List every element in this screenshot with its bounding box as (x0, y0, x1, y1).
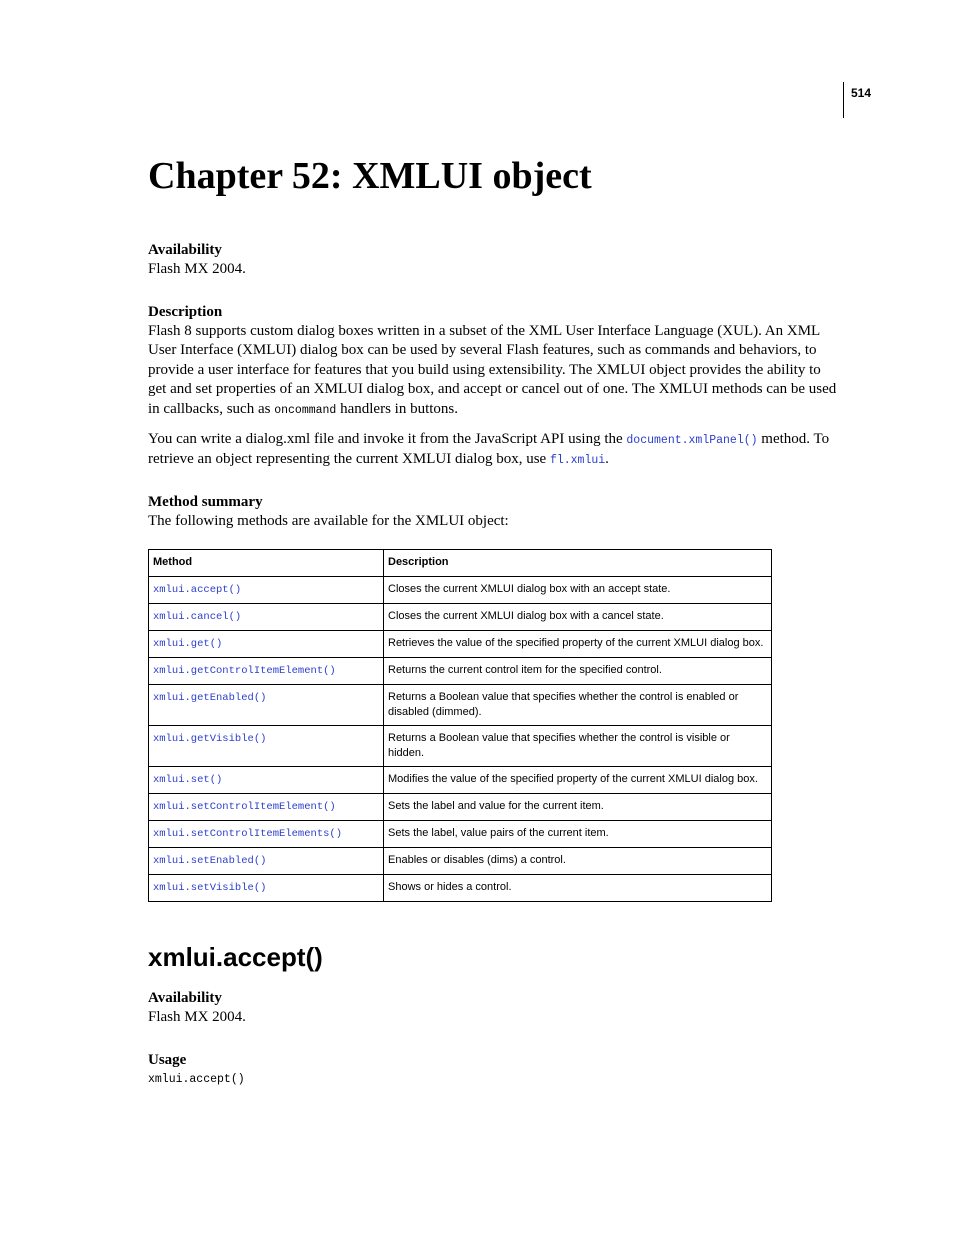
description-p1-text: Flash 8 supports custom dialog boxes written in a subset of the XML User Interface Language (XUL). An XML User Interface (XMLUI) dialog box can be used by several Flash features, such as commands and behaviors, to provide a user interface for features that you build using extensibility. The XMLUI object provides the ability to get and set properties of an XMLUI dialog box, and accept or cancel out of one. The XMLUI methods can be used in callbacks, such as (148, 322, 837, 417)
table-row (149, 685, 772, 726)
description-cell: Shows or hides a control. (384, 875, 772, 902)
method-cell (149, 604, 384, 631)
method-summary-table (148, 549, 772, 902)
method-cell (149, 658, 384, 685)
fl-xmlui-link[interactable]: fl.xmlui (549, 454, 606, 468)
description-cell: Modifies the value of the specified property of the current XMLUI dialog box. (384, 767, 772, 794)
table-row (149, 821, 772, 848)
description-p2-text-end: . (605, 451, 609, 468)
document-xmlpanel-link[interactable]: document.xmlPanel() (626, 433, 758, 447)
table-row (149, 604, 772, 631)
description-paragraph-1 (148, 322, 838, 421)
accept-availability-heading: Availability (148, 990, 222, 1007)
table-row (149, 658, 772, 685)
table-row (149, 726, 772, 767)
description-cell: Closes the current XMLUI dialog box with an accept state. (384, 577, 772, 604)
accept-section-title: xmlui.accept() (148, 942, 323, 973)
description-cell: Returns a Boolean value that specifies whether the control is enabled or disabled (dimmed). (384, 685, 772, 726)
table-row (149, 631, 772, 658)
page-number: 514 (851, 86, 872, 100)
availability-text: Flash MX 2004. (148, 261, 246, 277)
description-p2-text-middle: method. To retrieve an object representing the current XMLUI dialog box, use (148, 430, 830, 468)
method-link[interactable]: xmlui.getEnabled() (153, 692, 267, 705)
method-cell (149, 875, 384, 902)
description-heading: Description (148, 303, 223, 320)
page-content (148, 150, 838, 1090)
description-cell: Sets the label, value pairs of the current item. (384, 821, 772, 848)
method-cell (149, 726, 384, 767)
description-paragraph-2 (148, 430, 838, 471)
oncommand-code: oncommand (274, 403, 337, 417)
table-header-row (149, 550, 772, 577)
method-link[interactable]: xmlui.setVisible() (153, 882, 267, 895)
availability-heading: Availability (148, 242, 222, 258)
method-link[interactable]: xmlui.get() (153, 638, 223, 651)
description-cell: Returns a Boolean value that specifies whether the control is visible or hidden. (384, 726, 772, 767)
table-row (149, 875, 772, 902)
method-cell (149, 631, 384, 658)
description-cell: Retrieves the value of the specified property of the current XMLUI dialog box. (384, 631, 772, 658)
accept-availability-text: Flash MX 2004. (148, 1009, 246, 1026)
method-link[interactable]: xmlui.setControlItemElements() (153, 828, 343, 841)
method-cell (149, 794, 384, 821)
method-link[interactable]: xmlui.accept() (153, 584, 242, 597)
description-cell: Sets the label and value for the current item. (384, 794, 772, 821)
table-row (149, 767, 772, 794)
description-cell: Enables or disables (dims) a control. (384, 848, 772, 875)
description-p1-text-end: handlers in buttons. (336, 400, 458, 417)
table-row (149, 794, 772, 821)
method-link[interactable]: xmlui.setEnabled() (153, 855, 267, 868)
description-cell: Returns the current control item for the specified control. (384, 658, 772, 685)
method-column-header: Method (149, 550, 384, 577)
method-cell (149, 767, 384, 794)
method-summary-intro: The following methods are available for the XMLUI object: (148, 512, 509, 529)
usage-heading: Usage (148, 1051, 187, 1068)
method-summary-heading: Method summary (148, 493, 263, 510)
method-cell (149, 848, 384, 875)
method-cell (149, 685, 384, 726)
table-row (149, 848, 772, 875)
method-cell (149, 577, 384, 604)
table-row (149, 577, 772, 604)
usage-code: xmlui.accept() (148, 1072, 245, 1086)
method-cell (149, 821, 384, 848)
description-cell: Closes the current XMLUI dialog box with a cancel state. (384, 604, 772, 631)
method-link[interactable]: xmlui.set() (153, 774, 223, 787)
chapter-title: Chapter 52: XMLUI object (148, 155, 592, 197)
description-column-header: Description (384, 550, 772, 577)
page-number-rule (843, 82, 844, 118)
method-link[interactable]: xmlui.cancel() (153, 611, 242, 624)
method-link[interactable]: xmlui.setControlItemElement() (153, 801, 336, 814)
method-link[interactable]: xmlui.getControlItemElement() (153, 665, 336, 678)
method-link[interactable]: xmlui.getVisible() (153, 733, 267, 746)
description-p2-text: You can write a dialog.xml file and invoke it from the JavaScript API using the (148, 430, 627, 447)
